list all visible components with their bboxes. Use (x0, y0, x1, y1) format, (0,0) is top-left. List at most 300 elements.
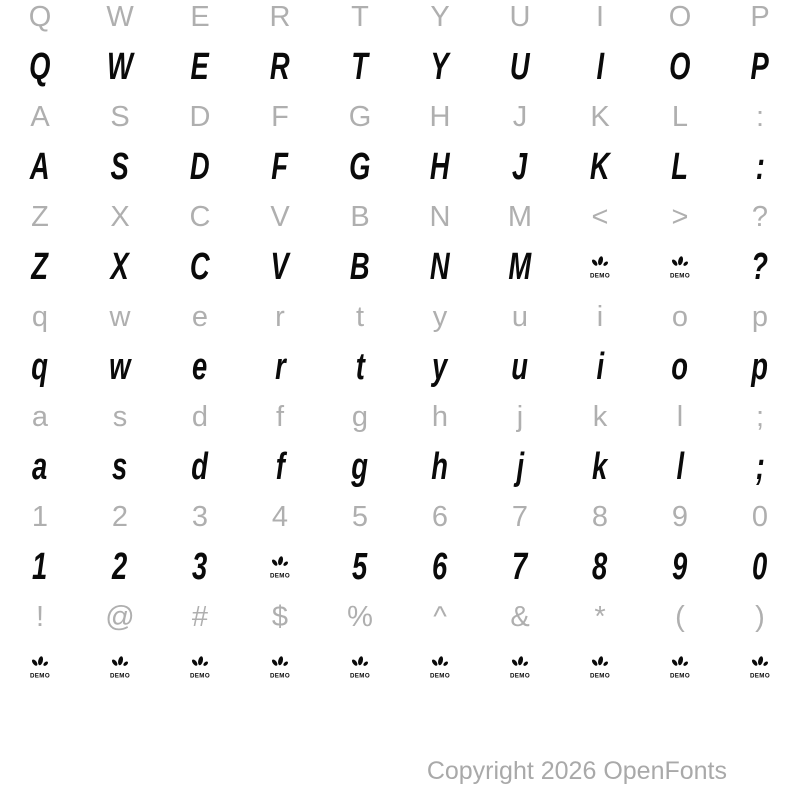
glyph-char: ! (35, 600, 45, 633)
glyph-cell (160, 39, 240, 95)
glyph-char: Y (430, 46, 450, 88)
glyph-cell (160, 295, 240, 339)
glyph-char: Z (31, 246, 49, 288)
glyph-cell (0, 395, 80, 439)
glyph-char: j (516, 400, 524, 433)
demo-watermark-icon (669, 654, 691, 680)
glyph-cell (240, 139, 320, 195)
glyph-char: C (189, 200, 211, 233)
glyph-cell (320, 295, 400, 339)
glyph-char: 2 (111, 500, 129, 533)
glyph-char: P (750, 0, 770, 33)
svg-text:DEMO: DEMO (749, 672, 771, 680)
glyph-char: ^ (433, 600, 447, 633)
glyph-cell (320, 39, 400, 95)
glyph-cell (320, 395, 400, 439)
glyph-cell (0, 195, 80, 239)
glyph-char: G (349, 146, 371, 188)
glyph-char: u (511, 346, 529, 388)
glyph-char: ; (755, 400, 765, 433)
glyph-char: i (596, 300, 604, 333)
glyph-char: ? (751, 200, 769, 233)
glyph-char: e (191, 300, 209, 333)
glyph-char: f (275, 400, 285, 433)
glyph-char: 9 (672, 546, 688, 588)
glyph-cell (480, 139, 560, 195)
glyph-char: a (31, 400, 49, 433)
demo-watermark-icon (269, 554, 291, 580)
glyph-cell (400, 595, 480, 639)
svg-text:DEMO: DEMO (429, 672, 451, 680)
glyph-cell (400, 239, 480, 295)
glyph-cell (320, 0, 400, 39)
glyph-char: N (430, 246, 450, 288)
glyph-char: t (355, 300, 365, 333)
glyph-char: K (590, 146, 610, 188)
glyph-char: w (109, 346, 131, 388)
glyph-cell (720, 39, 800, 95)
copyright-text: Copyright 2026 OpenFonts (426, 757, 727, 785)
glyph-cell (640, 595, 720, 639)
glyph-cell (240, 539, 320, 595)
glyph-cell (160, 439, 240, 495)
glyph-cell (80, 295, 160, 339)
glyph-cell (640, 639, 720, 695)
glyph-cell (80, 39, 160, 95)
glyph-cell (480, 495, 560, 539)
glyph-cell (400, 39, 480, 95)
glyph-char: R (269, 0, 291, 33)
glyph-cell (320, 595, 400, 639)
svg-text:DEMO: DEMO (509, 672, 531, 680)
glyph-char: T (351, 0, 369, 33)
svg-text:DEMO: DEMO (589, 272, 611, 280)
glyph-row-black (0, 439, 800, 495)
glyph-cell (480, 195, 560, 239)
glyph-cell (400, 195, 480, 239)
glyph-char: Q (28, 0, 52, 33)
glyph-char: 0 (751, 500, 769, 533)
glyph-char: 5 (352, 546, 368, 588)
glyph-char: r (274, 346, 286, 388)
glyph-cell (0, 439, 80, 495)
glyph-cell (560, 395, 640, 439)
glyph-char: A (30, 100, 50, 133)
glyph-char: O (668, 0, 692, 33)
glyph-cell (560, 139, 640, 195)
svg-text:DEMO: DEMO (269, 572, 291, 580)
glyph-cell (320, 495, 400, 539)
glyph-char: & (510, 600, 530, 633)
glyph-cell (560, 95, 640, 139)
glyph-char: ( (675, 600, 685, 633)
demo-watermark-icon (589, 254, 611, 280)
glyph-cell (240, 295, 320, 339)
glyph-char: r (275, 300, 285, 333)
glyph-cell (160, 595, 240, 639)
glyph-cell (0, 39, 80, 95)
glyph-cell (480, 639, 560, 695)
glyph-char: I (595, 0, 605, 33)
glyph-cell (480, 39, 560, 95)
glyph-char: 6 (432, 546, 448, 588)
glyph-char: O (669, 46, 691, 88)
svg-text:DEMO: DEMO (29, 672, 51, 680)
glyph-cell (720, 439, 800, 495)
glyph-cell (720, 295, 800, 339)
glyph-cell (480, 95, 560, 139)
glyph-cell (720, 539, 800, 595)
glyph-char: a (32, 446, 48, 488)
glyph-cell (0, 0, 80, 39)
glyph-char: s (112, 446, 128, 488)
glyph-cell (80, 95, 160, 139)
glyph-char: k (592, 446, 608, 488)
glyph-row-gray (0, 295, 800, 339)
glyph-char: < (591, 200, 609, 233)
glyph-row-black (0, 239, 800, 295)
glyph-char: F (271, 146, 289, 188)
glyph-char: 9 (671, 500, 689, 533)
glyph-cell (160, 495, 240, 539)
glyph-char: ? (751, 246, 769, 288)
glyph-cell (720, 139, 800, 195)
glyph-char: X (110, 246, 130, 288)
glyph-row-gray (0, 95, 800, 139)
glyph-char: q (31, 300, 49, 333)
glyph-cell (720, 95, 800, 139)
glyph-cell (560, 639, 640, 695)
glyph-cell (160, 195, 240, 239)
glyph-char: p (751, 300, 769, 333)
glyph-cell (320, 239, 400, 295)
glyph-cell (80, 139, 160, 195)
demo-watermark-icon (749, 654, 771, 680)
glyph-char: j (516, 446, 524, 488)
glyph-char: 6 (431, 500, 449, 533)
glyph-char: M (508, 246, 532, 288)
glyph-cell (560, 0, 640, 39)
glyph-cell (80, 495, 160, 539)
glyph-char: N (429, 200, 451, 233)
glyph-cell (640, 439, 720, 495)
glyph-cell (560, 339, 640, 395)
glyph-cell (640, 139, 720, 195)
glyph-cell (560, 439, 640, 495)
glyph-cell (480, 295, 560, 339)
glyph-char: D (189, 100, 211, 133)
glyph-cell (240, 239, 320, 295)
glyph-cell (640, 195, 720, 239)
glyph-cell (720, 639, 800, 695)
glyph-cell (240, 595, 320, 639)
glyph-cell (720, 595, 800, 639)
demo-watermark-icon (29, 654, 51, 680)
glyph-row-gray (0, 0, 800, 39)
glyph-char: S (110, 100, 130, 133)
glyph-char: E (190, 46, 210, 88)
glyph-cell (240, 439, 320, 495)
glyph-cell (720, 239, 800, 295)
glyph-cell (560, 195, 640, 239)
glyph-row-black (0, 539, 800, 595)
glyph-cell (640, 0, 720, 39)
glyph-char: k (592, 400, 608, 433)
glyph-row-gray (0, 395, 800, 439)
glyph-char: 8 (592, 546, 608, 588)
demo-watermark-icon (669, 254, 691, 280)
glyph-char: E (190, 0, 210, 33)
glyph-cell (240, 495, 320, 539)
glyph-cell (400, 139, 480, 195)
glyph-char: g (351, 400, 369, 433)
glyph-char: y (432, 346, 448, 388)
glyph-cell (400, 0, 480, 39)
glyph-char: : (755, 100, 765, 133)
glyph-char: l (676, 400, 684, 433)
glyph-cell (240, 395, 320, 439)
glyph-cell (0, 339, 80, 395)
demo-watermark-icon (589, 654, 611, 680)
glyph-cell (400, 439, 480, 495)
glyph-cell (720, 0, 800, 39)
glyph-cell (640, 495, 720, 539)
glyph-cell (480, 239, 560, 295)
glyph-char: e (192, 346, 208, 388)
glyph-char: o (671, 346, 689, 388)
glyph-char: > (671, 200, 689, 233)
glyph-char: S (110, 146, 130, 188)
glyph-cell (400, 395, 480, 439)
glyph-cell (720, 195, 800, 239)
glyph-char: $ (271, 600, 289, 633)
glyph-char: 8 (591, 500, 609, 533)
glyph-char: t (355, 346, 365, 388)
glyph-cell (160, 339, 240, 395)
glyph-cell (320, 139, 400, 195)
glyph-char: W (107, 46, 133, 88)
glyph-cell (160, 239, 240, 295)
glyph-char: U (510, 46, 530, 88)
glyph-char: 1 (32, 546, 48, 588)
demo-watermark-icon (109, 654, 131, 680)
glyph-cell (160, 95, 240, 139)
svg-text:DEMO: DEMO (109, 672, 131, 680)
glyph-char: X (110, 200, 130, 233)
glyph-cell (320, 639, 400, 695)
glyph-char: G (348, 100, 372, 133)
glyph-char: u (511, 300, 529, 333)
glyph-char: w (109, 300, 131, 333)
glyph-char: h (431, 400, 449, 433)
glyph-char: Y (430, 0, 450, 33)
glyph-cell (80, 639, 160, 695)
glyph-cell (80, 539, 160, 595)
demo-watermark-icon (269, 654, 291, 680)
glyph-char: L (671, 100, 689, 133)
glyph-char: y (432, 300, 448, 333)
glyph-char: U (509, 0, 531, 33)
glyph-cell (560, 39, 640, 95)
glyph-char: ; (755, 446, 765, 488)
glyph-char: Q (29, 46, 51, 88)
glyph-char: R (270, 46, 290, 88)
glyph-cell (240, 39, 320, 95)
glyph-char: % (347, 600, 373, 633)
glyph-cell (80, 595, 160, 639)
glyph-row-black (0, 139, 800, 195)
glyph-cell (160, 639, 240, 695)
glyph-cell (320, 95, 400, 139)
glyph-cell (560, 539, 640, 595)
svg-text:DEMO: DEMO (669, 672, 691, 680)
glyph-char: p (751, 346, 769, 388)
glyph-cell (400, 495, 480, 539)
glyph-cell (560, 295, 640, 339)
glyph-cell (160, 539, 240, 595)
glyph-char: L (671, 146, 689, 188)
glyph-row-gray (0, 195, 800, 239)
glyph-cell (0, 595, 80, 639)
glyph-cell (400, 95, 480, 139)
glyph-cell (80, 0, 160, 39)
glyph-char: H (430, 146, 450, 188)
glyph-char: * (594, 600, 606, 633)
glyph-char: W (106, 0, 134, 33)
glyph-cell (0, 95, 80, 139)
glyph-cell (0, 639, 80, 695)
glyph-char: d (191, 400, 209, 433)
glyph-char: 3 (192, 546, 208, 588)
glyph-cell (560, 495, 640, 539)
glyph-cell (80, 239, 160, 295)
demo-watermark-icon (429, 654, 451, 680)
glyph-char: i (596, 346, 604, 388)
glyph-char: V (270, 246, 290, 288)
glyph-char: V (270, 200, 290, 233)
glyph-cell (240, 0, 320, 39)
glyph-char: h (431, 446, 449, 488)
glyph-char: l (676, 446, 684, 488)
glyph-char: B (350, 246, 370, 288)
glyph-cell (720, 339, 800, 395)
glyph-cell (480, 539, 560, 595)
glyph-cell (160, 0, 240, 39)
svg-text:DEMO: DEMO (269, 672, 291, 680)
glyph-cell (160, 139, 240, 195)
svg-text:DEMO: DEMO (189, 672, 211, 680)
glyph-char: 7 (512, 546, 528, 588)
demo-watermark-icon (189, 654, 211, 680)
glyph-cell (400, 339, 480, 395)
glyph-cell (640, 395, 720, 439)
glyph-cell (480, 439, 560, 495)
glyph-char: 4 (271, 500, 289, 533)
glyph-cell (480, 395, 560, 439)
demo-watermark-icon (349, 654, 371, 680)
glyph-cell (480, 0, 560, 39)
glyph-cell (640, 239, 720, 295)
glyph-char: P (750, 46, 770, 88)
glyph-char: K (590, 100, 610, 133)
glyph-cell (0, 239, 80, 295)
glyph-cell (320, 539, 400, 595)
glyph-char: # (191, 600, 209, 633)
glyph-char: J (512, 100, 528, 133)
glyph-char: 5 (351, 500, 369, 533)
glyph-char: o (671, 300, 689, 333)
glyph-cell (240, 95, 320, 139)
glyph-char: f (275, 446, 285, 488)
glyph-cell (640, 39, 720, 95)
glyph-cell (0, 139, 80, 195)
glyph-cell (80, 195, 160, 239)
glyph-cell (400, 295, 480, 339)
glyph-cell (720, 395, 800, 439)
glyph-row-gray (0, 495, 800, 539)
glyph-cell (480, 339, 560, 395)
glyph-row-black (0, 339, 800, 395)
glyph-cell (640, 539, 720, 595)
glyph-char: J (512, 146, 528, 188)
glyph-char: A (30, 146, 50, 188)
glyph-cell (480, 595, 560, 639)
glyph-cell (160, 395, 240, 439)
glyph-char: H (429, 100, 451, 133)
glyph-char: Z (31, 200, 49, 233)
glyph-char: @ (105, 600, 135, 633)
glyph-cell (320, 339, 400, 395)
glyph-char: g (351, 446, 369, 488)
glyph-char: 7 (511, 500, 529, 533)
glyph-char: 0 (752, 546, 768, 588)
glyph-cell (640, 339, 720, 395)
glyph-cell (80, 395, 160, 439)
glyph-cell (240, 195, 320, 239)
glyph-cell (640, 95, 720, 139)
glyph-cell (320, 195, 400, 239)
glyph-cell (560, 239, 640, 295)
demo-watermark-icon (509, 654, 531, 680)
glyph-cell (400, 639, 480, 695)
glyph-cell (0, 295, 80, 339)
glyph-char: : (755, 146, 765, 188)
glyph-char: s (112, 400, 128, 433)
svg-text:DEMO: DEMO (349, 672, 371, 680)
glyph-cell (720, 495, 800, 539)
glyph-char: 2 (112, 546, 128, 588)
glyph-char: F (271, 100, 289, 133)
glyph-cell (240, 339, 320, 395)
glyph-char: M (507, 200, 533, 233)
glyph-row-black (0, 639, 800, 695)
glyph-row-gray (0, 595, 800, 639)
glyph-char: C (190, 246, 210, 288)
svg-text:DEMO: DEMO (589, 672, 611, 680)
glyph-char: B (350, 200, 370, 233)
glyph-cell (240, 639, 320, 695)
glyph-cell (640, 295, 720, 339)
glyph-row-black (0, 39, 800, 95)
glyph-char: 1 (31, 500, 49, 533)
glyph-cell (80, 339, 160, 395)
glyph-cell (560, 595, 640, 639)
glyph-cell (80, 439, 160, 495)
svg-text:DEMO: DEMO (669, 272, 691, 280)
glyph-char: T (351, 46, 369, 88)
glyph-char: 3 (191, 500, 209, 533)
glyph-char: d (191, 446, 209, 488)
